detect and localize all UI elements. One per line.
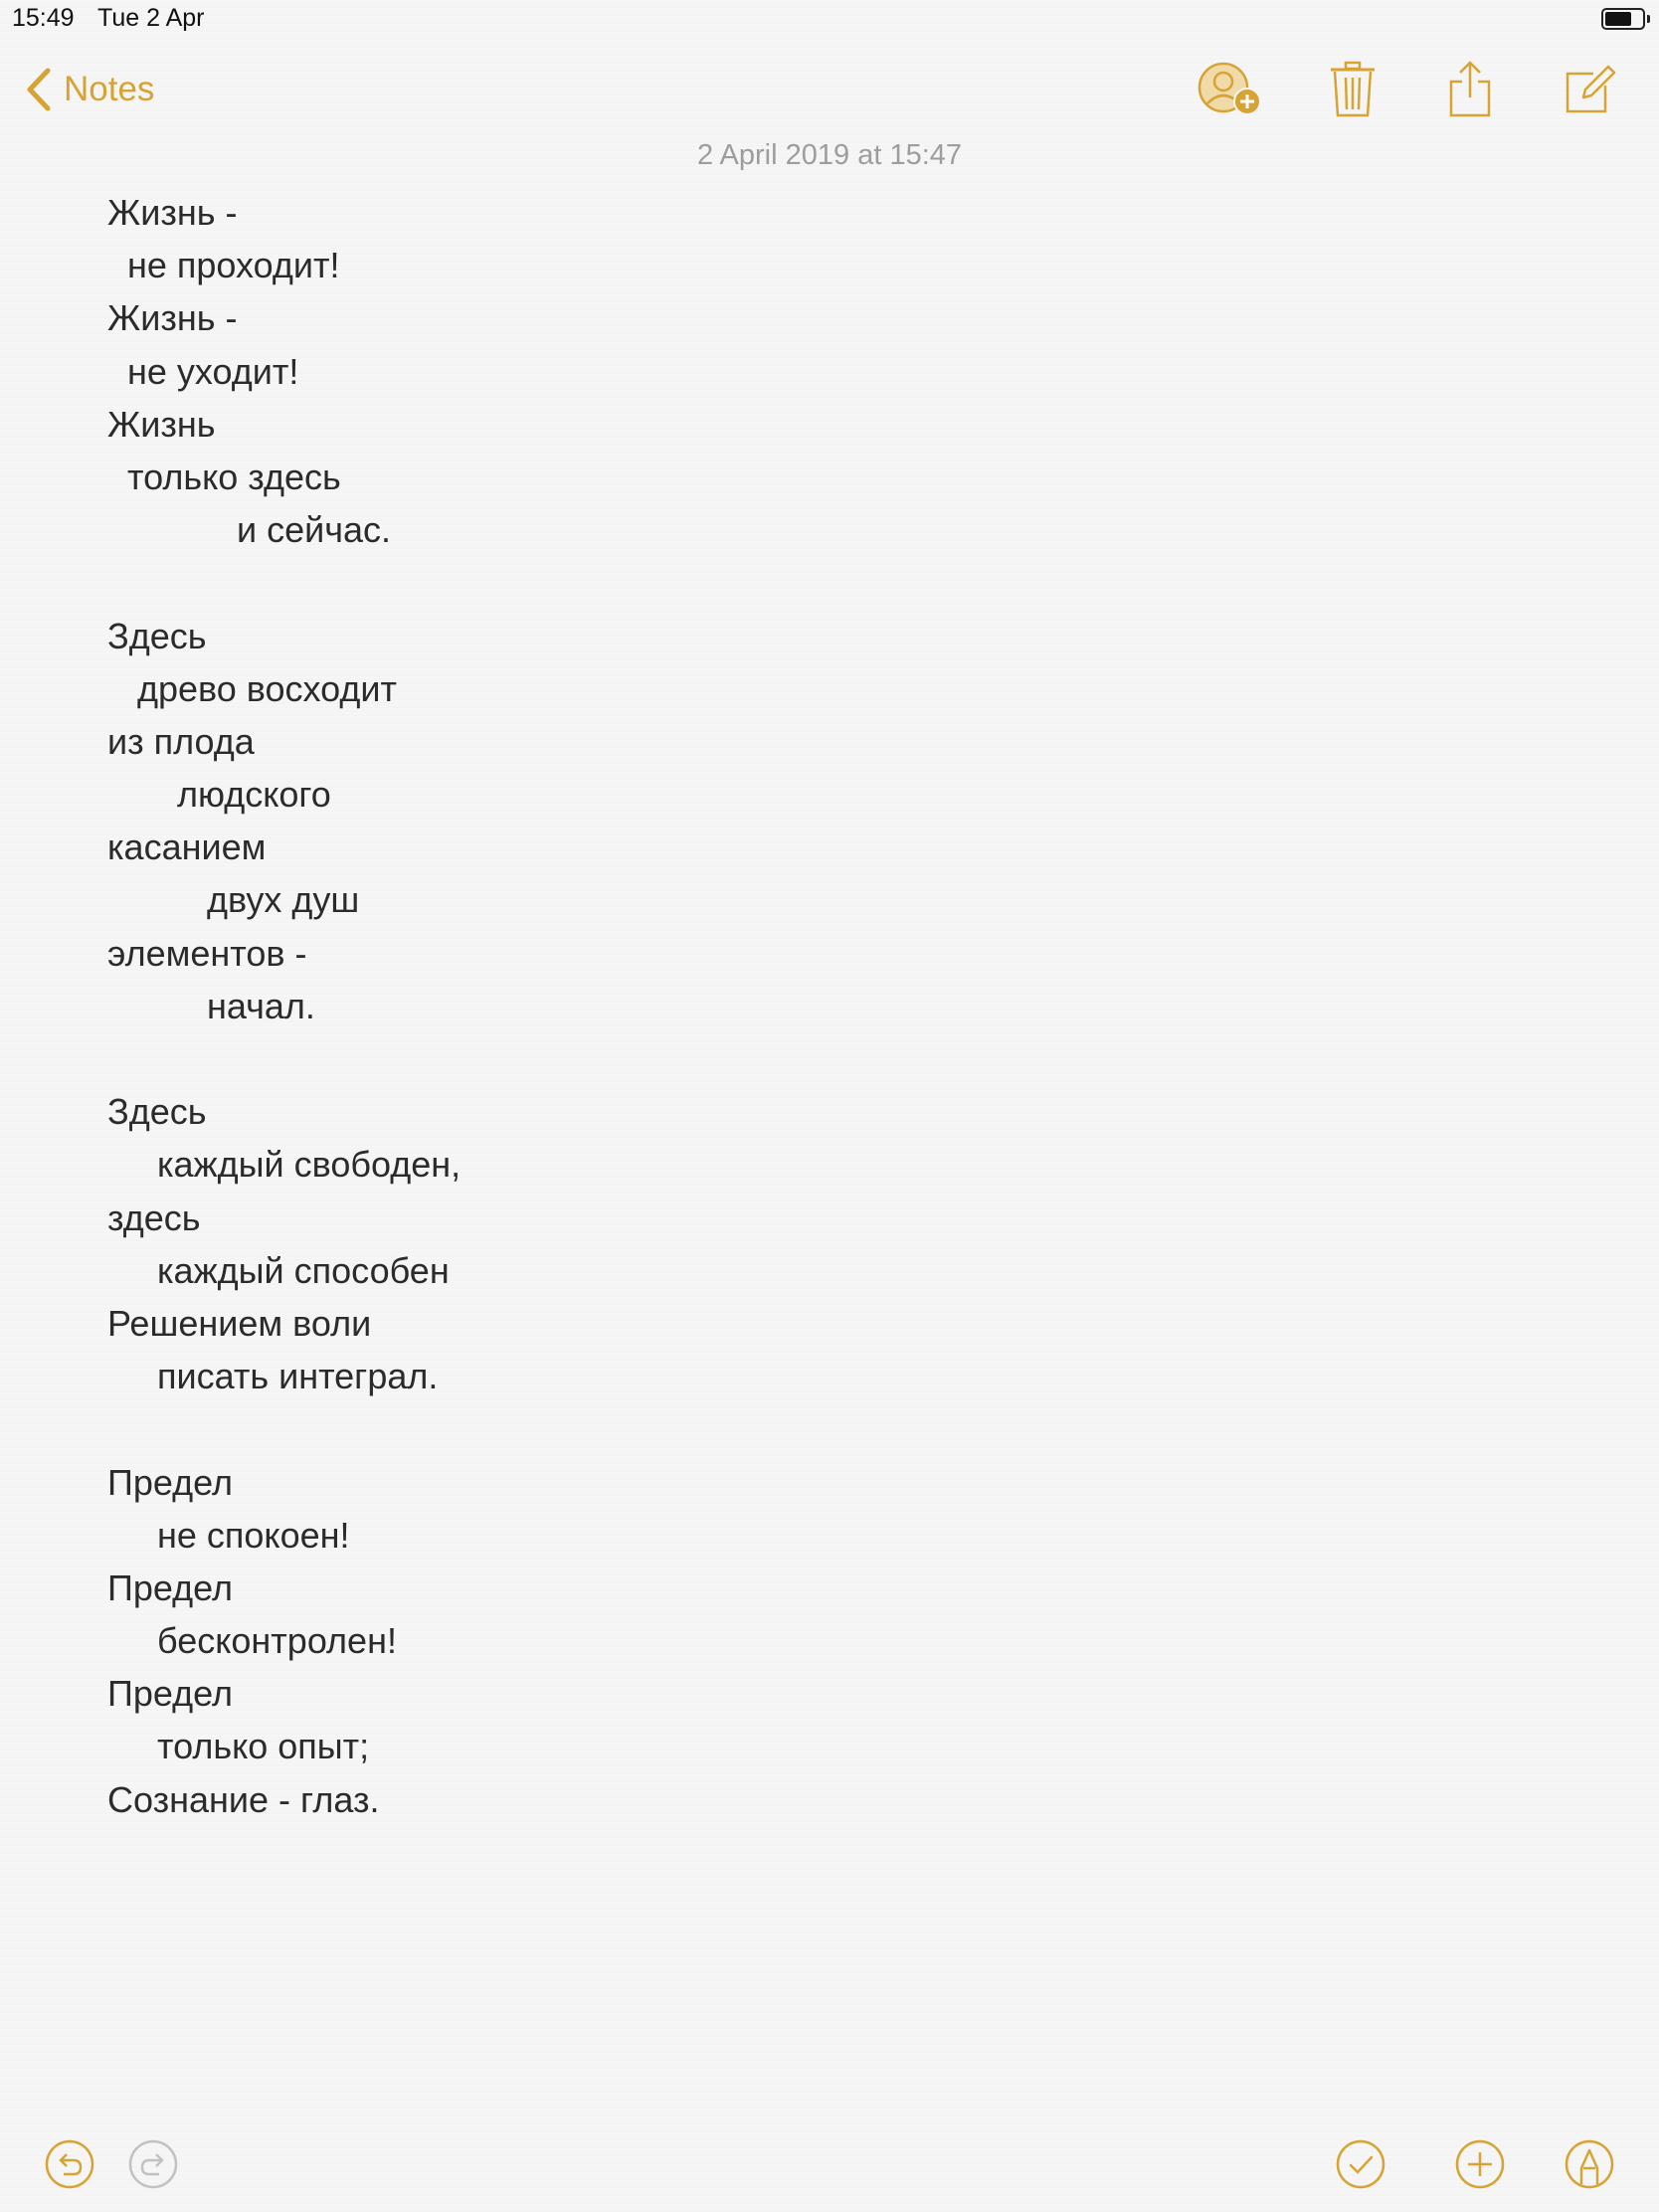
note-line: и сейчас.: [107, 509, 392, 551]
note-line: не уходит!: [107, 350, 299, 392]
battery-icon: [1601, 8, 1645, 30]
note-line: здесь: [107, 1197, 201, 1238]
redo-icon: [127, 2138, 179, 2190]
note-line: Жизнь: [107, 403, 216, 445]
status-date: Tue 2 Apr: [97, 4, 205, 32]
markup-button[interactable]: [1560, 2134, 1619, 2194]
note-line: бесконтролен!: [107, 1620, 397, 1662]
note-line: Здесь: [107, 1091, 207, 1133]
note-line: Жизнь -: [107, 297, 238, 339]
note-line: только здесь: [107, 456, 341, 497]
note-line: не проходит!: [107, 245, 340, 286]
note-body[interactable]: [107, 186, 1500, 1826]
trash-icon: [1328, 61, 1378, 118]
share-icon: [1447, 60, 1493, 119]
add-icon: [1454, 2138, 1506, 2190]
note-line: [107, 556, 1500, 609]
markup-icon: [1564, 2138, 1615, 2190]
note-line: Здесь: [107, 615, 207, 656]
checklist-icon: [1335, 2138, 1386, 2190]
note-line: Предел: [107, 1461, 233, 1503]
status-bar: [0, 0, 1659, 40]
note-line: Предел: [107, 1567, 233, 1608]
note-line: из плода: [107, 720, 255, 762]
note-date: 2 April 2019 at 15:47: [696, 139, 963, 171]
note-line: начал.: [107, 985, 315, 1026]
note-line: древо восходит: [107, 667, 397, 709]
add-people-button[interactable]: [1194, 58, 1265, 121]
checklist-button[interactable]: [1331, 2134, 1390, 2194]
add-person-icon: [1194, 58, 1265, 121]
back-button-label: Notes: [64, 70, 155, 108]
note-line: [107, 1402, 1500, 1455]
note-line: Жизнь -: [107, 192, 238, 233]
compose-button[interactable]: [1554, 58, 1625, 121]
redo-button[interactable]: [123, 2134, 183, 2194]
note-line: только опыт;: [107, 1726, 370, 1767]
chevron-left-icon: [26, 68, 52, 111]
note-line: Сознание - глаз.: [107, 1778, 380, 1820]
note-line: Предел: [107, 1673, 233, 1715]
note-line: элементов -: [107, 932, 307, 974]
share-button[interactable]: [1434, 58, 1506, 121]
note-line: каждый способен: [107, 1249, 450, 1291]
status-time: 15:49: [12, 4, 75, 32]
note-line: писать интеграл.: [107, 1356, 439, 1397]
note-line: не спокоен!: [107, 1514, 350, 1556]
note-line: касанием: [107, 827, 267, 868]
undo-button[interactable]: [40, 2134, 99, 2194]
note-line: [107, 1032, 1500, 1085]
delete-button[interactable]: [1317, 58, 1388, 121]
compose-icon: [1564, 64, 1615, 115]
back-button[interactable]: [26, 62, 154, 117]
note-line: двух душ: [107, 879, 360, 921]
undo-icon: [44, 2138, 95, 2190]
battery-level: [1605, 12, 1631, 26]
note-line: каждый свободен,: [107, 1144, 461, 1186]
note-line: Решением воли: [107, 1302, 372, 1344]
note-line: людского: [107, 774, 331, 816]
add-button[interactable]: [1450, 2134, 1510, 2194]
